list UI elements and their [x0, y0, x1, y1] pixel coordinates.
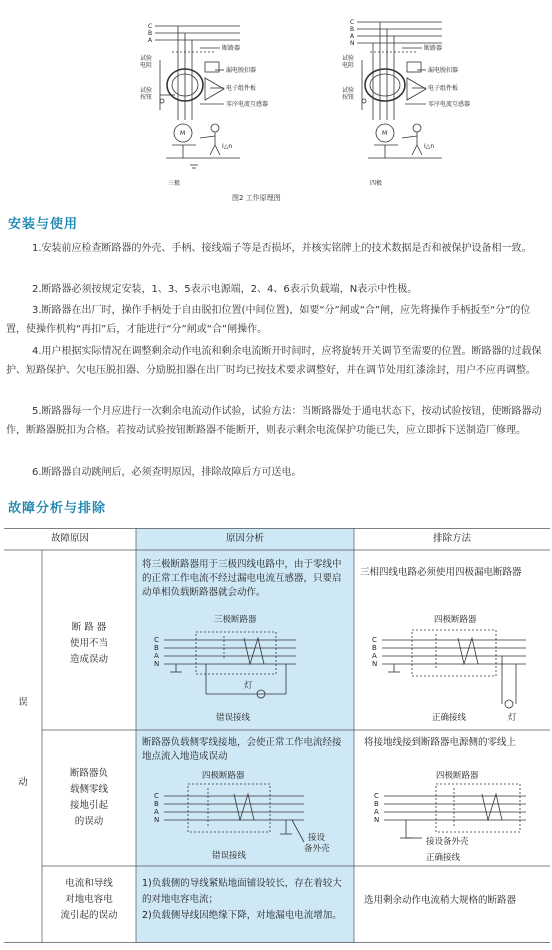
current-label: I△n	[424, 143, 435, 150]
install-item-1: 1.安装前应检查断路器的外壳、手柄、接线端子等是否损坏，并核实铭牌上的技术数据是否和被保护设备相一致。	[32, 243, 532, 254]
row2-wiring-diagrams	[136, 764, 550, 866]
row1-right-caption: 正确接线	[432, 713, 467, 723]
header-analysis: 原因分析	[225, 533, 264, 544]
four-pole-labels	[342, 19, 470, 187]
row2-right-caption: 正确接线	[426, 853, 461, 863]
header-cause: 故障原因	[50, 533, 89, 544]
row1-left-line-n: N	[154, 660, 160, 668]
phase-a-label: A	[350, 33, 355, 40]
header-fix: 排除方法	[432, 533, 471, 544]
motor-label: M	[180, 130, 186, 137]
row2-left-line-a: A	[154, 808, 159, 816]
phase-a-label: A	[148, 37, 153, 44]
diagram-caption: 图2 工作原理图	[232, 194, 281, 202]
row1-left-line-c: C	[154, 636, 159, 644]
release-label: 漏电脱扣器	[428, 67, 459, 74]
fault-table	[4, 528, 550, 943]
row1-left-title: 三极断路器	[214, 615, 257, 625]
row1-left-line-b: B	[154, 644, 159, 652]
install-item-6: 6.断路器自动跳闸后，必须查明原因，排除故障后方可送电。	[32, 467, 302, 478]
row2-fix: 将接地线接到断路器电源侧的零线上	[364, 737, 517, 748]
release-label: 漏电脱扣器	[226, 67, 257, 74]
row2-analysis: 断路器负载侧零线接地，会使正常工作电流经接地点流入地造成误动	[142, 737, 342, 762]
transformer-label: 零序电流互感器	[428, 101, 471, 108]
row1-cause: 断 路 器 使用不当 造成误动	[69, 622, 108, 665]
current-label: I△n	[222, 143, 233, 150]
row2-left-line-c: C	[154, 792, 159, 800]
four-pole-name: 四极	[370, 180, 383, 187]
row1-left-lamp: 灯	[244, 681, 253, 691]
phase-c-label: C	[350, 19, 355, 26]
transformer-label: 零序电流互感器	[226, 101, 269, 108]
row3-fix: 选用剩余动作电流稍大规格的断路器	[364, 895, 517, 906]
phase-c-label: C	[148, 23, 153, 30]
test-resistor-label: 试验电阻	[140, 55, 153, 69]
row2-left-note: 接设备外壳	[304, 833, 330, 854]
row1-right-line-b: B	[372, 644, 377, 652]
row1-left-line-a: A	[154, 652, 159, 660]
install-item-2: 2.断路器必须按规定安装，1、3、5表示电源端，2、4、6表示负载端，N表示中性极。	[32, 284, 418, 295]
install-title: 安装与使用	[8, 217, 79, 232]
electronic-label: 电子组件板	[428, 85, 459, 92]
row2-right-line-c: C	[374, 792, 379, 800]
row2-right-note: 接设备外壳	[426, 837, 469, 847]
install-item-5: 5.断路器每一个月应进行一次剩余电流动作试验，试验方法：当断路器处于通电状态下，按动试验按钮，使断路器动作，断路器脱扣为合格。若按动试验按钮断路器不能断开，则表示剩余电流保护功能已失，应立即拆下送制造厂修理。	[6, 406, 542, 436]
category-char-2: 动	[18, 777, 28, 788]
fault-title: 故障分析与排除	[8, 501, 107, 516]
row2-right-line-a: A	[374, 808, 379, 816]
test-button-label: 试验按钮	[140, 87, 153, 101]
phase-b-label: B	[148, 30, 153, 37]
row1-right-title: 四极断路器	[434, 615, 477, 625]
row3-analysis: 1)负载侧的导线紧贴地面铺设较长，存在着较大的对地电容电流； 2)负载侧导线因绝缘下降，对地漏电电流增加。	[142, 878, 342, 921]
working-principle-diagram	[0, 0, 552, 205]
row1-left-caption: 错误接线	[216, 713, 251, 723]
test-resistor-label: 试验电阻	[342, 55, 355, 69]
row3-cause: 电流和导线 对地电容电 流引起的误动	[60, 878, 118, 921]
row2-right-line-n: N	[374, 816, 380, 824]
phase-b-label: B	[350, 26, 355, 33]
test-button-label: 试验按钮	[342, 87, 355, 101]
install-item-3: 3.断路器在出厂时，操作手柄处于自由脱扣位置(中间位置)，如要“分”闸或“合”闸，应先将操作手柄扳至“分”的位置，使操作机构“再扣”后，才能进行“分”闸或“合”闸操作。	[6, 305, 531, 335]
row2-left-line-n: N	[154, 816, 160, 824]
row1-right-line-c: C	[372, 636, 377, 644]
phase-n-label: N	[350, 40, 355, 47]
row2-right-line-b: B	[374, 800, 379, 808]
motor-label: M	[382, 130, 388, 137]
row2-left-title: 四极断路器	[202, 771, 245, 781]
row2-cause: 断路器负 载侧零线 接地引起 的误动	[69, 768, 108, 827]
row1-wiring-diagrams	[136, 608, 550, 730]
electronic-label: 电子组件板	[226, 85, 257, 92]
install-item-4: 4.用户根据实际情况在调整剩余动作电流和剩余电流断开时间时，应将旋转开关调节至需要的位置。断路器的过载保护、短路保护、欠电压脱扣器、分励脱扣器在出厂时均已按技术要求调整好，并在调节处用红漆涂封，用户不应再调整。	[6, 346, 542, 376]
row1-right-lamp: 灯	[508, 713, 517, 723]
row1-fix: 三相四线电路必须使用四极漏电断路器	[360, 567, 522, 578]
category-char-1: 误	[18, 697, 28, 708]
row1-right-line-n: N	[372, 660, 378, 668]
row1-analysis: 将三极断路器用于三极四线电路中，由于零线中的正常工作电流不经过漏电电流互感器，只要启动单相负载断路器就会动作。	[142, 559, 342, 598]
row1-right-line-a: A	[372, 652, 377, 660]
row2-left-line-b: B	[154, 800, 159, 808]
breaker-label: 断路器	[424, 45, 443, 52]
row2-right-title: 四极断路器	[436, 771, 479, 781]
three-pole-name: 三极	[168, 180, 181, 187]
breaker-label: 断路器	[222, 45, 241, 52]
row2-left-caption: 错误接线	[212, 851, 247, 861]
